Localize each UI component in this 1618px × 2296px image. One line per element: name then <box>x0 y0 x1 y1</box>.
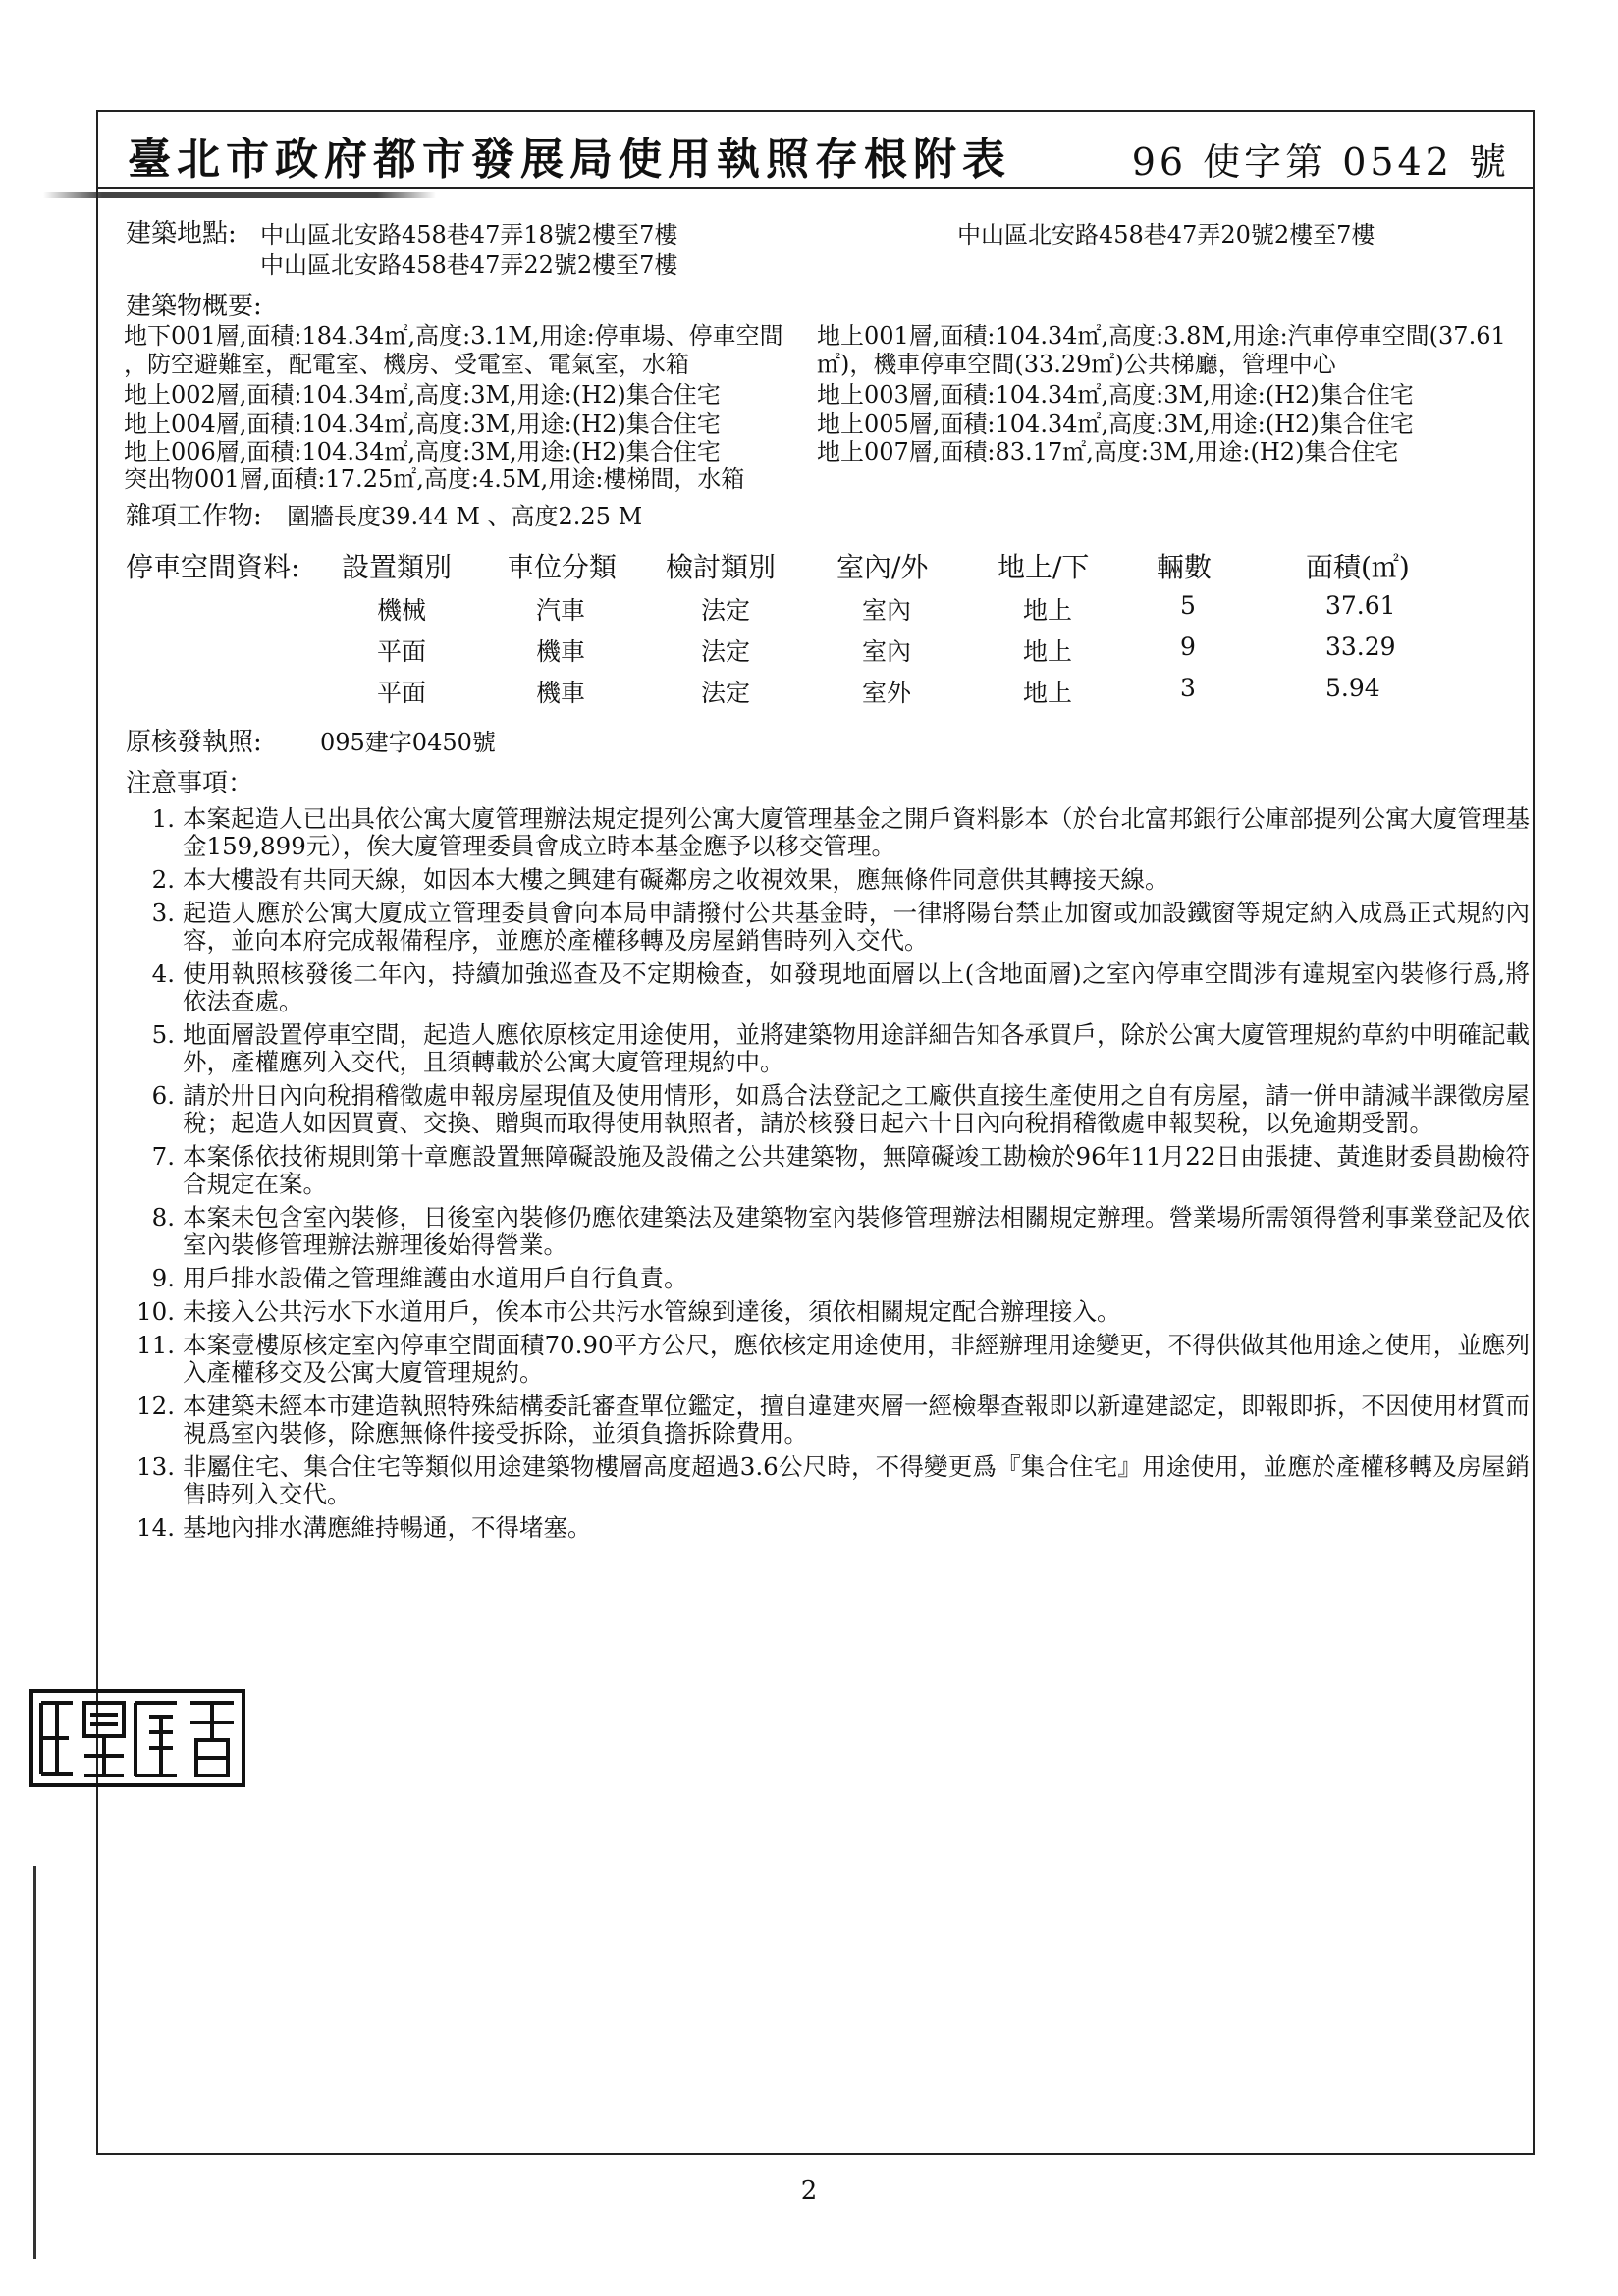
parking-header: 車位分類 <box>507 551 618 583</box>
parking-header: 檢討類別 <box>666 551 777 583</box>
note-number: 14. <box>136 1513 175 1542</box>
table-cell: 法定 <box>701 596 751 625</box>
scan-mark <box>43 192 436 198</box>
table-cell: 地上 <box>1023 679 1073 707</box>
note-text: 未接入公共污水下水道用戶，俟本市公共污水管線到達後，須依相關規定配合辦理接入。 <box>183 1297 1121 1326</box>
overview-left-line: 地上006層,面積:104.34㎡,高度:3M,用途:(H2)集合住宅 <box>124 438 721 465</box>
note-number: 11. <box>136 1331 175 1359</box>
overview-left-line: 地上002層,面積:104.34㎡,高度:3M,用途:(H2)集合住宅 <box>124 381 721 409</box>
overview-right-line: 地上005層,面積:104.34㎡,高度:3M,用途:(H2)集合住宅 <box>817 410 1414 438</box>
note-item <box>135 1332 1530 1387</box>
note-item <box>135 1021 1530 1076</box>
note-text: 本大樓設有共同天線，如因本大樓之興建有礙鄰房之收視效果，應無條件同意供其轉接天線。 <box>183 865 1169 894</box>
site-label: 建築地點: <box>126 219 237 248</box>
table-cell: 5 <box>1180 591 1196 620</box>
parking-header: 地上/下 <box>998 551 1090 583</box>
note-item <box>135 1265 1530 1292</box>
seal-icon <box>33 1693 242 1783</box>
note-item <box>135 1393 1530 1448</box>
official-seal <box>29 1689 245 1787</box>
note-number: 12. <box>136 1392 175 1420</box>
note-text: 本案壹樓原核定室內停車空間面積70.90平方公尺，應依核定用途使用，非經辦理用途變更，不得供做其他用途之使用，並應列入產權移交及公寓大廈管理規約。 <box>183 1331 1530 1387</box>
original-permit-label: 原核發執照: <box>126 728 262 757</box>
table-cell: 5.94 <box>1325 674 1380 702</box>
page-title: 臺北市政府都市發展局使用執照存根附表 <box>128 135 1011 185</box>
note-text: 本案未包含室內裝修，日後室內裝修仍應依建築法及建築物室內裝修管理辦法相關規定辦理。營業場所需領得營利事業登記及依室內裝修管理辦法辦理後始得營業。 <box>183 1203 1530 1259</box>
note-number: 1. <box>151 804 175 833</box>
note-item <box>135 1453 1530 1508</box>
note-text: 本案起造人已出具依公寓大廈管理辦法規定提列公寓大廈管理基金之開戶資料影本（於台北富邦銀行公庫部提列公寓大廈管理基金159,899元），俟大廈管理委員會成立時本基金應予以移交管理。 <box>183 804 1530 860</box>
parking-header: 室內/外 <box>836 551 929 583</box>
table-cell: 室外 <box>862 679 912 707</box>
table-cell: 法定 <box>701 637 751 666</box>
table-cell: 室內 <box>862 637 912 666</box>
document-number: 96 使字第 0542 號 <box>1131 140 1510 184</box>
overview-left-line: 地下001層,面積:184.34㎡,高度:3.1M,用途:停車場、停車空間 <box>124 322 783 350</box>
title-rule <box>96 187 1535 189</box>
note-item <box>135 900 1530 955</box>
note-item <box>135 1514 1530 1542</box>
overview-left-line: ，防空避難室，配電室、機房、受電室、電氣室，水箱 <box>124 351 689 378</box>
site-address-2: 中山區北安路458巷47弄20號2樓至7樓 <box>957 221 1375 248</box>
note-text: 非屬住宅、集合住宅等類似用途建築物樓層高度超過3.6公尺時，不得變更爲『集合住宅』用途使用，並應於產權移轉及房屋銷售時列入交代。 <box>183 1452 1530 1508</box>
note-number: 3. <box>151 899 175 927</box>
table-cell: 室內 <box>862 596 912 625</box>
note-number: 7. <box>151 1142 175 1171</box>
note-number: 4. <box>151 959 175 988</box>
notes-list <box>135 805 1530 1548</box>
table-cell: 33.29 <box>1325 632 1396 661</box>
overview-left-line: 突出物001層,面積:17.25㎡,高度:4.5M,用途:樓梯間，水箱 <box>124 465 745 493</box>
note-item <box>135 1298 1530 1326</box>
overview-right-line: 地上007層,面積:83.17㎡,高度:3M,用途:(H2)集合住宅 <box>817 438 1399 465</box>
note-text: 請於卅日內向稅捐稽徵處申報房屋現值及使用情形，如爲合法登記之工廠供直接生產使用之自有房屋，請一併申請減半課徵房屋稅；起造人如因買賣、交換、贈與而取得使用執照者，請於核發日起六十日內向稅捐稽徵處申報契稅，以免逾期受罰。 <box>183 1081 1530 1137</box>
note-item <box>135 805 1530 860</box>
note-item <box>135 866 1530 894</box>
note-number: 2. <box>151 865 175 894</box>
overview-right-line: ㎡)，機車停車空間(33.29㎡)公共梯廳，管理中心 <box>817 351 1336 378</box>
overview-left-line: 地上004層,面積:104.34㎡,高度:3M,用途:(H2)集合住宅 <box>124 410 721 438</box>
note-text: 基地內排水溝應維持暢通，不得堵塞。 <box>183 1513 592 1542</box>
original-permit-value: 095建字0450號 <box>320 729 496 756</box>
note-text: 地面層設置停車空間，起造人應依原核定用途使用，並將建築物用途詳細告知各承買戶，除於公寓大廈管理規約草約中明確記載外，產權應列入交代，且須轉載於公寓大廈管理規約中。 <box>183 1020 1530 1076</box>
parking-header: 面積(㎡) <box>1306 551 1410 583</box>
parking-header: 輛數 <box>1157 551 1213 583</box>
notes-label: 注意事項： <box>126 769 254 798</box>
note-item <box>135 1082 1530 1137</box>
table-cell: 平面 <box>377 679 427 707</box>
overview-label: 建築物概要: <box>126 292 262 321</box>
note-text: 本建築未經本市建造執照特殊結構委託審查單位鑑定，擅自違建夾層一經檢舉查報即以新違建認定，即報即拆，不因使用材質而視爲室內裝修，除應無條件接受拆除，並須負擔拆除費用。 <box>183 1392 1530 1448</box>
note-number: 6. <box>151 1081 175 1110</box>
misc-value: 圍牆長度39.44 M 、高度2.25 M <box>287 503 643 530</box>
overview-right-line: 地上003層,面積:104.34㎡,高度:3M,用途:(H2)集合住宅 <box>817 381 1414 409</box>
note-number: 10. <box>136 1297 175 1326</box>
misc-label: 雜項工作物: <box>126 502 262 531</box>
note-text: 本案係依技術規則第十章應設置無障礙設施及設備之公共建築物，無障礙竣工勘檢於96年11月22日由張捷、黃進財委員勘檢符合規定在案。 <box>183 1142 1530 1198</box>
table-cell: 機械 <box>377 596 427 625</box>
table-cell: 汽車 <box>536 596 586 625</box>
table-cell: 機車 <box>536 679 586 707</box>
table-cell: 法定 <box>701 679 751 707</box>
site-address-1: 中山區北安路458巷47弄18號2樓至7樓 <box>260 221 678 248</box>
note-text: 用戶排水設備之管理維護由水道用戶自行負責。 <box>183 1264 688 1292</box>
table-cell: 機車 <box>536 637 586 666</box>
note-item <box>135 960 1530 1015</box>
table-cell: 地上 <box>1023 596 1073 625</box>
note-text: 使用執照核發後二年內，持續加強巡查及不定期檢查，如發現地面層以上(含地面層)之室內停車空間涉有違規室內裝修行爲,將依法查處。 <box>183 959 1530 1015</box>
note-number: 8. <box>151 1203 175 1231</box>
note-item <box>135 1204 1530 1259</box>
note-number: 13. <box>136 1452 175 1481</box>
note-item <box>135 1143 1530 1198</box>
parking-label: 停車空間資料: <box>126 551 300 583</box>
table-cell: 9 <box>1180 632 1196 661</box>
table-cell: 平面 <box>377 637 427 666</box>
note-text: 起造人應於公寓大廈成立管理委員會向本局申請撥付公共基金時，一律將陽台禁止加窗或加設鐵窗等規定納入成爲正式規約內容，並向本府完成報備程序，並應於產權移轉及房屋銷售時列入交代。 <box>183 899 1530 955</box>
overview-right-line: 地上001層,面積:104.34㎡,高度:3.8M,用途:汽車停車空間(37.61 <box>817 322 1506 350</box>
note-number: 5. <box>151 1020 175 1049</box>
page-number: 2 <box>800 2176 818 2206</box>
table-cell: 37.61 <box>1325 591 1396 620</box>
note-number: 9. <box>151 1264 175 1292</box>
parking-header: 設置類別 <box>342 551 453 583</box>
table-cell: 地上 <box>1023 637 1073 666</box>
table-cell: 3 <box>1180 674 1196 702</box>
site-address-3: 中山區北安路458巷47弄22號2樓至7樓 <box>260 251 678 279</box>
